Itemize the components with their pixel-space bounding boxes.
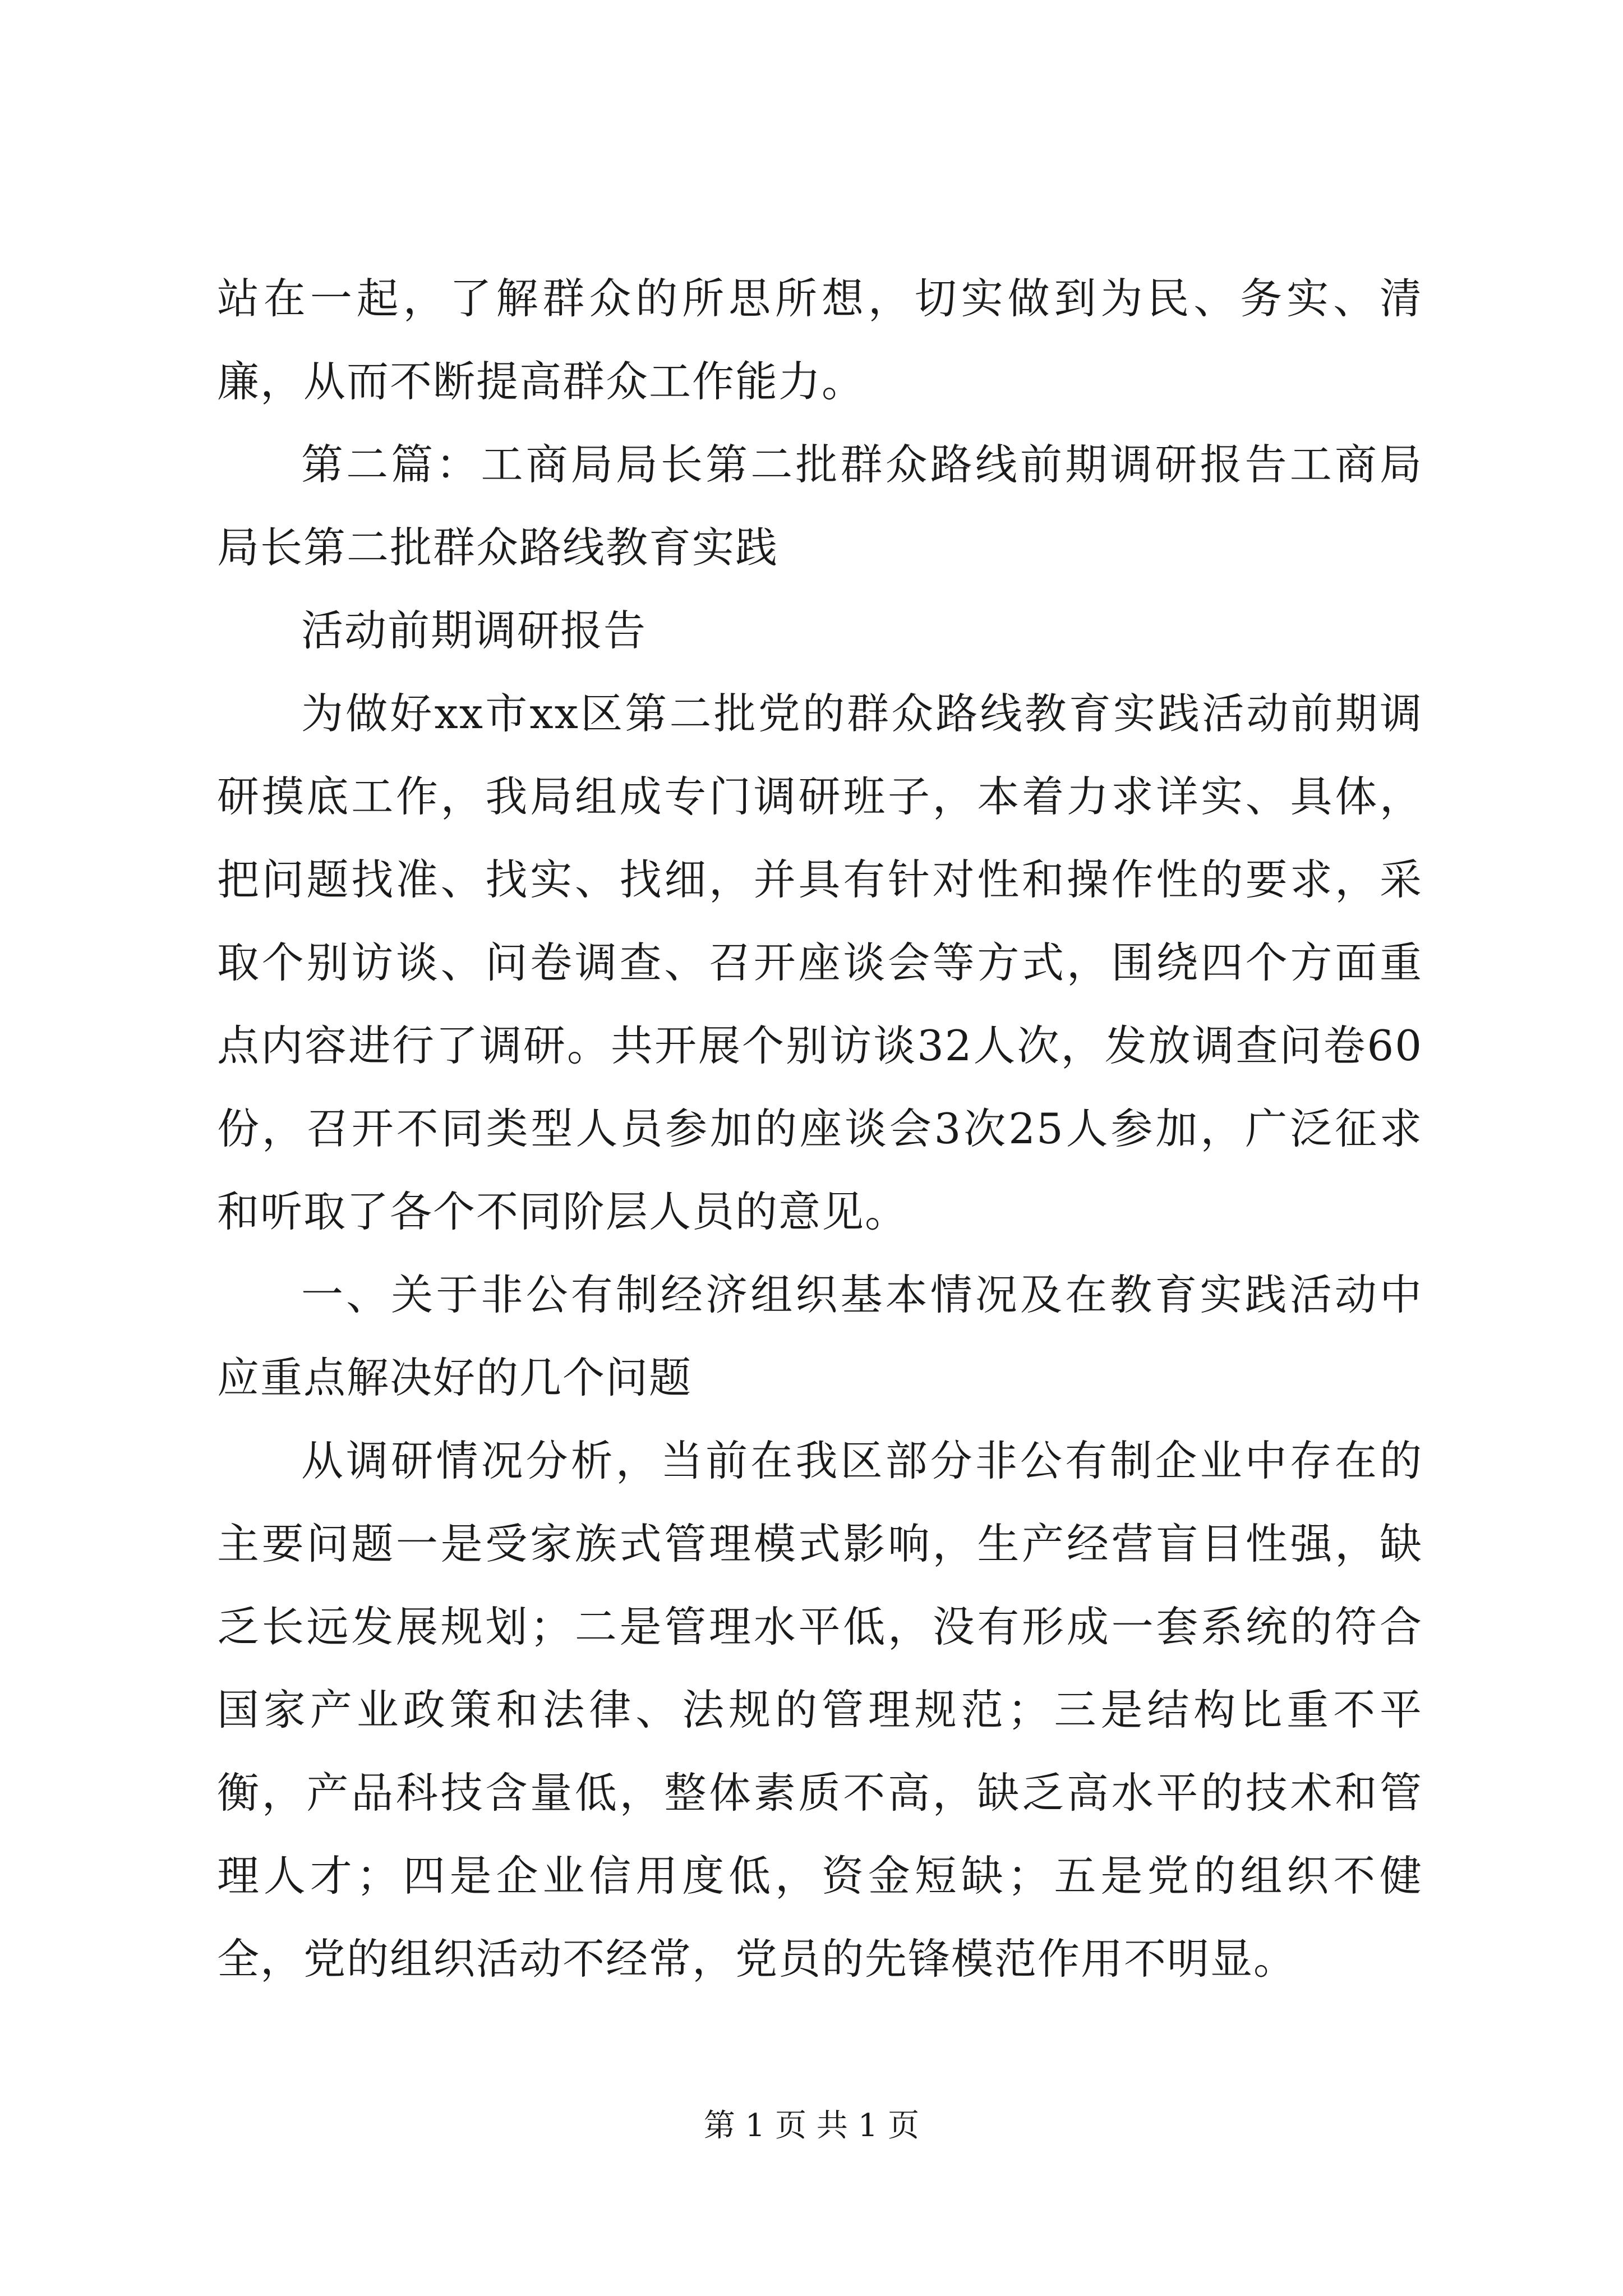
- paragraph-section-title: 第二篇：工商局局长第二批群众路线前期调研报告工商局局长第二批群众路线教育实践: [217, 440, 1423, 572]
- document-body: [217, 257, 1423, 2000]
- paragraph-continuation: 站在一起，了解群众的所思所想，切实做到为民、务实、清廉，从而不断提高群众工作能力。: [217, 274, 1423, 406]
- paragraph-subtitle: 活动前期调研报告: [301, 606, 647, 655]
- paragraph-analysis: 从调研情况分析，当前在我区部分非公有制企业中存在的主要问题一是受家族式管理模式影响，生产经营盲目性强，缺乏长远发展规划；二是管理水平低，没有形成一套系统的符合国家产业政策和法律、法规的管理规范；三是结构比重不平衡，产品科技含量低，整体素质不高，缺乏高水平的技术和管理人才；四是企业信用度低，资金短缺；五是党的组织不健全，党的组织活动不经常，党员的先锋模范作用不明显。: [217, 1436, 1423, 1984]
- page-footer: 第 1 页 共 1 页: [703, 2108, 920, 2144]
- paragraph-intro: 为做好xx市xx区第二批党的群众路线教育实践活动前期调研摸底工作，我局组成专门调研班子，本着力求详实、具体，把问题找准、找实、找细，并具有针对性和操作性的要求，采取个别访谈、问卷调查、召开座谈会等方式，围绕四个方面重点内容进行了调研。共开展个别访谈32人次，发放调查问卷60份，召开不同类型人员参加的座谈会3次25人参加，广泛征求和听取了各个不同阶层人员的意见。: [217, 689, 1423, 1236]
- paragraph-heading-one: 一、关于非公有制经济组织基本情况及在教育实践活动中应重点解决好的几个问题: [217, 1270, 1423, 1402]
